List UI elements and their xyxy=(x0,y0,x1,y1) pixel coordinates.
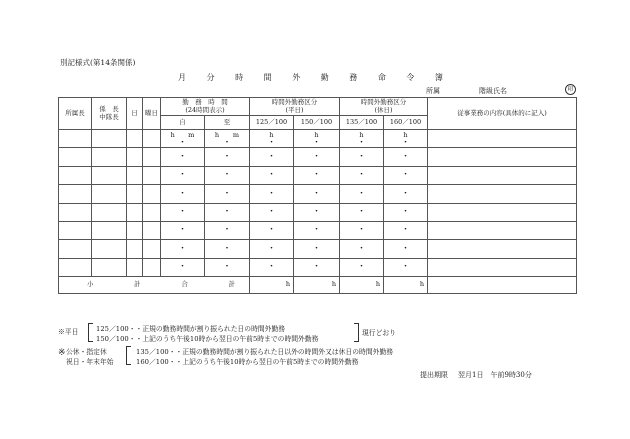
cell-weekday[interactable] xyxy=(143,148,161,166)
cell-rate-135[interactable] xyxy=(340,203,384,221)
time-separator: ・ xyxy=(356,188,366,199)
cell-rate-150[interactable] xyxy=(294,166,340,184)
header-weekday: 曜日 xyxy=(143,98,161,130)
table-row xyxy=(59,240,577,258)
minute-unit: m xyxy=(188,131,195,139)
cell-weekday[interactable] xyxy=(143,222,161,240)
time-separator: ・ xyxy=(400,207,410,218)
cell-rate-125[interactable] xyxy=(250,185,294,203)
table-row xyxy=(59,130,577,148)
time-separator: ・ xyxy=(177,207,187,218)
cell-to-time[interactable] xyxy=(205,185,250,203)
weekday-125-note: 125／100・・正規の勤務時間が割り振られた日の時間外勤務 xyxy=(96,325,286,333)
table-row xyxy=(59,258,577,276)
seal-mark: 印 xyxy=(565,84,576,95)
cell-to-time[interactable] xyxy=(205,130,250,148)
cell-duty-content[interactable] xyxy=(428,203,577,221)
time-separator: ・ xyxy=(311,243,321,254)
time-separator: ・ xyxy=(311,138,321,148)
cell-rate-125[interactable] xyxy=(250,166,294,184)
deadline-value: 翌月1日 午前9時30分 xyxy=(458,371,532,379)
table-row xyxy=(59,148,577,166)
hour-unit: h xyxy=(214,131,220,139)
hour-unit: h xyxy=(375,280,380,289)
cell-section-chief[interactable] xyxy=(92,240,127,258)
cell-section-chief[interactable] xyxy=(92,258,127,276)
minute-unit: m xyxy=(232,131,240,139)
cell-rate-125[interactable] xyxy=(250,130,294,148)
cell-rate-125[interactable] xyxy=(250,148,294,166)
cell-from-time[interactable] xyxy=(161,130,205,148)
cell-affiliation-chief[interactable] xyxy=(59,222,92,240)
cell-section-chief[interactable] xyxy=(92,203,127,221)
cell-to-time[interactable] xyxy=(205,203,250,221)
subtotal-duty-content xyxy=(428,277,577,294)
table-row xyxy=(59,185,577,203)
subtotal-rate-150[interactable] xyxy=(294,277,340,294)
cell-rate-135[interactable] xyxy=(340,185,384,203)
cell-rate-135[interactable] xyxy=(340,222,384,240)
subtotal-rate-160[interactable] xyxy=(384,277,428,294)
subtotal-char-1: 小 xyxy=(87,280,94,289)
time-separator: ・ xyxy=(177,170,187,181)
cell-rate-135[interactable] xyxy=(340,240,384,258)
cell-duty-content[interactable] xyxy=(428,222,577,240)
weekday-150-note: 150／100・・上記のうち午後10時から翌日の午前5時までの時間外勤務 xyxy=(96,335,319,343)
cell-from-time[interactable] xyxy=(161,185,205,203)
header-rate-135: 135／100 xyxy=(340,116,384,130)
cell-rate-150[interactable] xyxy=(294,130,340,148)
cell-weekday[interactable] xyxy=(143,203,161,221)
time-separator: ・ xyxy=(266,188,276,199)
cell-section-chief[interactable] xyxy=(92,166,127,184)
cell-weekday[interactable] xyxy=(143,166,161,184)
cell-rate-125[interactable] xyxy=(250,258,294,276)
time-separator: ・ xyxy=(356,138,366,148)
cell-to-time[interactable] xyxy=(205,258,250,276)
cell-duty-content[interactable] xyxy=(428,240,577,258)
total-char-2: 計 xyxy=(228,280,235,289)
header-from: 自 xyxy=(161,116,205,130)
header-section-chief xyxy=(92,98,127,130)
cell-from-time[interactable] xyxy=(161,240,205,258)
header-day: 日 xyxy=(127,98,143,130)
cell-section-chief[interactable] xyxy=(92,148,127,166)
cell-weekday[interactable] xyxy=(143,240,161,258)
hour-unit: h xyxy=(403,131,408,139)
deadline-label: 提出期限 xyxy=(420,371,448,379)
header-rate-150: 150／100 xyxy=(294,116,340,130)
hour-unit: h xyxy=(314,131,319,139)
as-is-note: 現行どおり xyxy=(362,329,396,337)
cell-affiliation-chief[interactable] xyxy=(59,166,92,184)
time-separator: ・ xyxy=(311,207,321,218)
form-reference: 別記様式(第14条関係) xyxy=(60,58,136,67)
time-separator: ・ xyxy=(356,243,366,254)
header-weekday-overtime xyxy=(250,98,340,116)
affiliation-label: 所属 xyxy=(426,87,440,95)
cell-day[interactable] xyxy=(127,166,143,184)
time-separator: ・ xyxy=(356,151,366,162)
cell-day[interactable] xyxy=(127,258,143,276)
cell-rate-135[interactable] xyxy=(340,130,384,148)
time-separator: ・ xyxy=(266,170,276,181)
cell-rate-160[interactable] xyxy=(384,148,428,166)
cell-affiliation-chief[interactable] xyxy=(59,240,92,258)
cell-rate-150[interactable] xyxy=(294,148,340,166)
header-section-chief-line1: 係 長 xyxy=(99,105,119,114)
hour-unit: h xyxy=(359,131,364,139)
header-weekday-overtime-line1: 時間外勤務区分 xyxy=(271,98,318,107)
cell-from-time[interactable] xyxy=(161,222,205,240)
subtotal-char-2: 計 xyxy=(134,280,141,289)
weekday-left-bracket xyxy=(88,323,93,342)
time-separator: ・ xyxy=(177,151,187,162)
total-char-1: 合 xyxy=(181,280,188,289)
rank-name-label: 階級氏名 xyxy=(479,87,507,95)
header-rate-125: 125／100 xyxy=(250,116,294,130)
time-separator: ・ xyxy=(266,262,276,273)
cell-duty-content[interactable] xyxy=(428,130,577,148)
cell-affiliation-chief[interactable] xyxy=(59,130,92,148)
header-affiliation-chief: 所属長 xyxy=(59,98,92,130)
holiday-label-line2: 祝日・年末年始 xyxy=(66,358,114,366)
cell-to-time[interactable] xyxy=(205,240,250,258)
header-work-time-line1: 勤 務 時 間 xyxy=(182,98,228,107)
cell-to-time[interactable] xyxy=(205,222,250,240)
time-separator: ・ xyxy=(222,188,232,199)
time-separator: ・ xyxy=(177,188,187,199)
cell-day[interactable] xyxy=(127,130,143,148)
time-separator: ・ xyxy=(400,151,410,162)
cell-rate-135[interactable] xyxy=(340,166,384,184)
header-section-chief-line2: 中隊長 xyxy=(99,112,119,121)
holiday-135-note: 135／100・・正規の勤務時間が割り振られた日以外の時間外又は休日の時間外勤務 xyxy=(136,348,394,356)
table-row xyxy=(59,222,577,240)
hour-unit: h xyxy=(285,280,290,289)
submission-deadline xyxy=(420,370,532,380)
time-separator: ・ xyxy=(222,243,232,254)
cell-affiliation-chief[interactable] xyxy=(59,148,92,166)
cell-rate-125[interactable] xyxy=(250,222,294,240)
time-separator: ・ xyxy=(222,262,232,273)
holiday-note-mark: ※ xyxy=(58,348,66,358)
header-to: 至 xyxy=(205,116,250,130)
time-separator: ・ xyxy=(356,207,366,218)
hour-unit: h xyxy=(419,280,424,289)
weekday-right-bracket xyxy=(354,323,359,342)
time-separator: ・ xyxy=(222,170,232,181)
cell-duty-content[interactable] xyxy=(428,148,577,166)
cell-rate-150[interactable] xyxy=(294,258,340,276)
header-holiday-overtime xyxy=(340,98,428,116)
header-holiday-overtime-line1: 時間外勤務区分 xyxy=(360,98,407,107)
cell-rate-160[interactable] xyxy=(384,185,428,203)
cell-duty-content[interactable] xyxy=(428,258,577,276)
header-holiday-overtime-line2: (休日) xyxy=(374,105,393,114)
cell-rate-150[interactable] xyxy=(294,185,340,203)
cell-from-time[interactable] xyxy=(161,258,205,276)
time-separator: ・ xyxy=(311,151,321,162)
header-work-time-line2: (24時間表示) xyxy=(185,105,225,114)
time-separator: ・ xyxy=(400,262,410,273)
time-separator: ・ xyxy=(400,188,410,199)
subtotal-rate-135[interactable] xyxy=(340,277,384,294)
cell-from-time[interactable] xyxy=(161,166,205,184)
time-separator: ・ xyxy=(222,225,232,236)
header-duty-content: 従事業務の内容(具体的に記入) xyxy=(428,98,577,130)
cell-to-time[interactable] xyxy=(205,148,250,166)
holiday-left-bracket xyxy=(126,346,131,365)
time-separator: ・ xyxy=(266,225,276,236)
hour-unit: h xyxy=(269,131,274,139)
cell-section-chief[interactable] xyxy=(92,222,127,240)
weekday-note-label: ※平日 xyxy=(58,328,79,336)
cell-from-time[interactable] xyxy=(161,203,205,221)
cell-from-time[interactable] xyxy=(161,148,205,166)
cell-day[interactable] xyxy=(127,148,143,166)
header-work-time xyxy=(161,98,250,116)
cell-duty-content[interactable] xyxy=(428,185,577,203)
time-separator: ・ xyxy=(311,225,321,236)
time-separator: ・ xyxy=(400,170,410,181)
time-separator: ・ xyxy=(356,170,366,181)
cell-section-chief[interactable] xyxy=(92,130,127,148)
cell-rate-160[interactable] xyxy=(384,130,428,148)
cell-rate-160[interactable] xyxy=(384,240,428,258)
time-separator: ・ xyxy=(311,170,321,181)
hour-unit: h xyxy=(170,131,175,139)
time-separator: ・ xyxy=(356,225,366,236)
time-separator: ・ xyxy=(222,207,232,218)
overtime-order-table xyxy=(58,97,577,294)
table-row xyxy=(59,203,577,221)
cell-day[interactable] xyxy=(127,222,143,240)
holiday-160-note: 160／100・・上記のうち午後10時から翌日の午前5時までの時間外勤務 xyxy=(136,358,359,366)
time-separator: ・ xyxy=(400,243,410,254)
cell-rate-150[interactable] xyxy=(294,222,340,240)
cell-rate-160[interactable] xyxy=(384,258,428,276)
cell-rate-160[interactable] xyxy=(384,203,428,221)
cell-affiliation-chief[interactable] xyxy=(59,203,92,221)
header-weekday-overtime-line2: (平日) xyxy=(285,105,304,114)
time-separator: ・ xyxy=(266,207,276,218)
cell-rate-150[interactable] xyxy=(294,203,340,221)
cell-rate-160[interactable] xyxy=(384,222,428,240)
time-separator: ・ xyxy=(356,262,366,273)
header-rate-160: 160／100 xyxy=(384,116,428,130)
cell-rate-150[interactable] xyxy=(294,240,340,258)
time-separator: ・ xyxy=(311,188,321,199)
cell-day[interactable] xyxy=(127,203,143,221)
time-separator: ・ xyxy=(266,151,276,162)
hour-unit: h xyxy=(331,280,336,289)
form-title: 月 分 時 間 外 勤 務 命 令 簿 xyxy=(178,73,452,82)
cell-weekday[interactable] xyxy=(143,258,161,276)
time-separator: ・ xyxy=(266,243,276,254)
subtotal-rate-125[interactable] xyxy=(250,277,294,294)
cell-rate-160[interactable] xyxy=(384,166,428,184)
subtotal-total-label xyxy=(59,277,250,294)
cell-rate-135[interactable] xyxy=(340,258,384,276)
time-separator: ・ xyxy=(222,151,232,162)
cell-weekday[interactable] xyxy=(143,185,161,203)
cell-rate-135[interactable] xyxy=(340,148,384,166)
time-separator: ・ xyxy=(177,138,187,148)
time-separator: ・ xyxy=(400,138,410,148)
cell-section-chief[interactable] xyxy=(92,185,127,203)
time-separator: ・ xyxy=(222,138,232,148)
cell-day[interactable] xyxy=(127,185,143,203)
subtotal-row xyxy=(59,277,577,294)
time-separator: ・ xyxy=(177,262,187,273)
time-separator: ・ xyxy=(177,225,187,236)
cell-duty-content[interactable] xyxy=(428,166,577,184)
time-separator: ・ xyxy=(177,243,187,254)
cell-affiliation-chief[interactable] xyxy=(59,258,92,276)
table-row xyxy=(59,166,577,184)
time-separator: ・ xyxy=(311,262,321,273)
cell-day[interactable] xyxy=(127,240,143,258)
cell-affiliation-chief[interactable] xyxy=(59,185,92,203)
cell-rate-125[interactable] xyxy=(250,203,294,221)
holiday-label-line1: 公休・指定休 xyxy=(66,348,107,356)
time-separator: ・ xyxy=(400,225,410,236)
cell-weekday[interactable] xyxy=(143,130,161,148)
time-separator: ・ xyxy=(266,138,276,148)
cell-to-time[interactable] xyxy=(205,166,250,184)
cell-rate-125[interactable] xyxy=(250,240,294,258)
